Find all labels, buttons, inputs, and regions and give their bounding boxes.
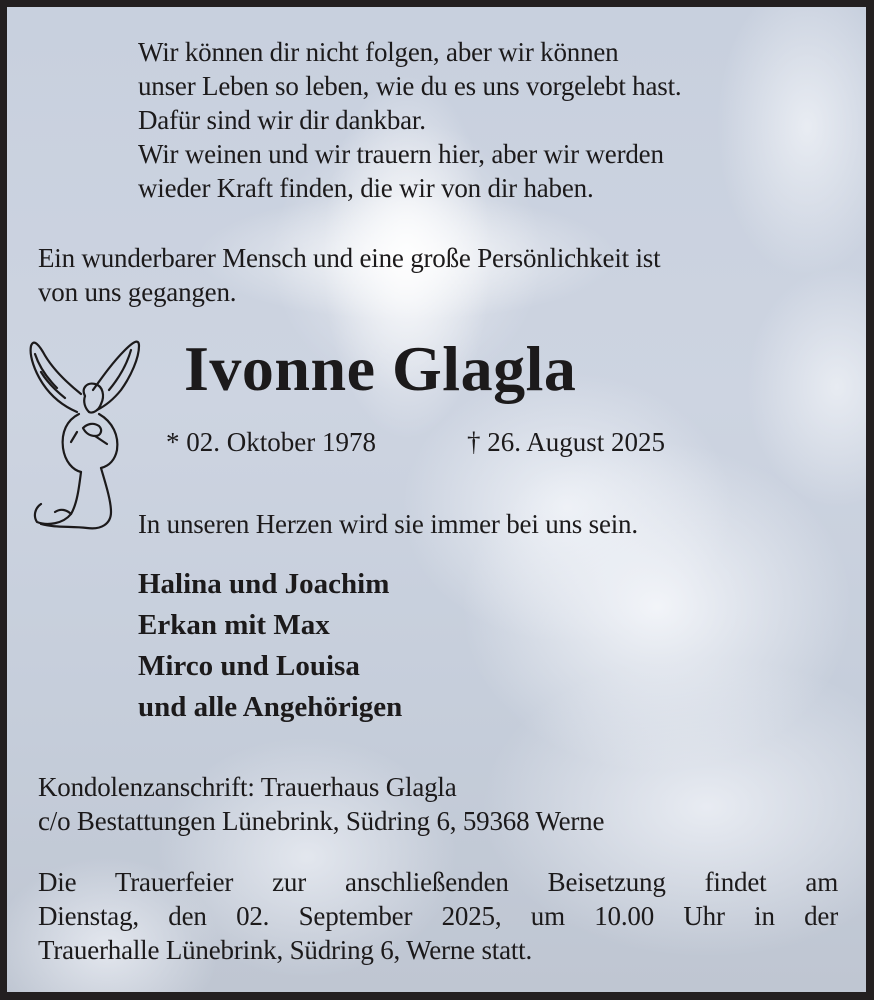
- poem-line: Wir weinen und wir trauern hier, aber wir werden: [138, 139, 664, 169]
- deceased-name: Ivonne Glagla: [184, 333, 577, 404]
- angel-icon: [21, 332, 147, 534]
- mourners-list: [138, 564, 402, 728]
- obituary-notice: [7, 7, 866, 992]
- funeral-service-info: [38, 865, 838, 967]
- mourner: Mirco und Louisa: [138, 650, 360, 682]
- address-line: Kondolenzanschrift: Trauerhaus Glagla: [38, 772, 457, 802]
- intro-line: Ein wunderbarer Mensch und eine große Persönlichkeit ist: [38, 243, 661, 273]
- intro-text: [38, 241, 660, 309]
- mourner: Erkan mit Max: [138, 609, 330, 641]
- address-line: c/o Bestattungen Lünebrink, Südring 6, 59368 Werne: [38, 806, 605, 836]
- condolence-address: [38, 770, 604, 838]
- mourner: und alle Angehörigen: [138, 691, 403, 723]
- service-line: Trauerhalle Lünebrink, Südring 6, Werne statt.: [38, 935, 533, 965]
- poem-line: unser Leben so leben, wie du es uns vorgelebt hast.: [138, 71, 682, 101]
- poem: [138, 35, 681, 205]
- poem-line: wieder Kraft finden, die wir von dir haben.: [138, 173, 594, 203]
- service-line: Dienstag, den 02. September 2025, um 10.00 Uhr in der: [38, 901, 838, 931]
- mourner: Halina und Joachim: [138, 568, 390, 600]
- birth-date: * 02. Oktober 1978: [166, 427, 376, 457]
- motto: In unseren Herzen wird sie immer bei uns sein.: [138, 509, 638, 539]
- poem-line: Wir können dir nicht folgen, aber wir können: [138, 37, 619, 67]
- poem-line: Dafür sind wir dir dankbar.: [138, 105, 426, 135]
- death-date: † 26. August 2025: [467, 427, 666, 457]
- service-line: Die Trauerfeier zur anschließenden Beisetzung findet am: [38, 867, 838, 897]
- intro-line: von uns gegangen.: [38, 277, 237, 307]
